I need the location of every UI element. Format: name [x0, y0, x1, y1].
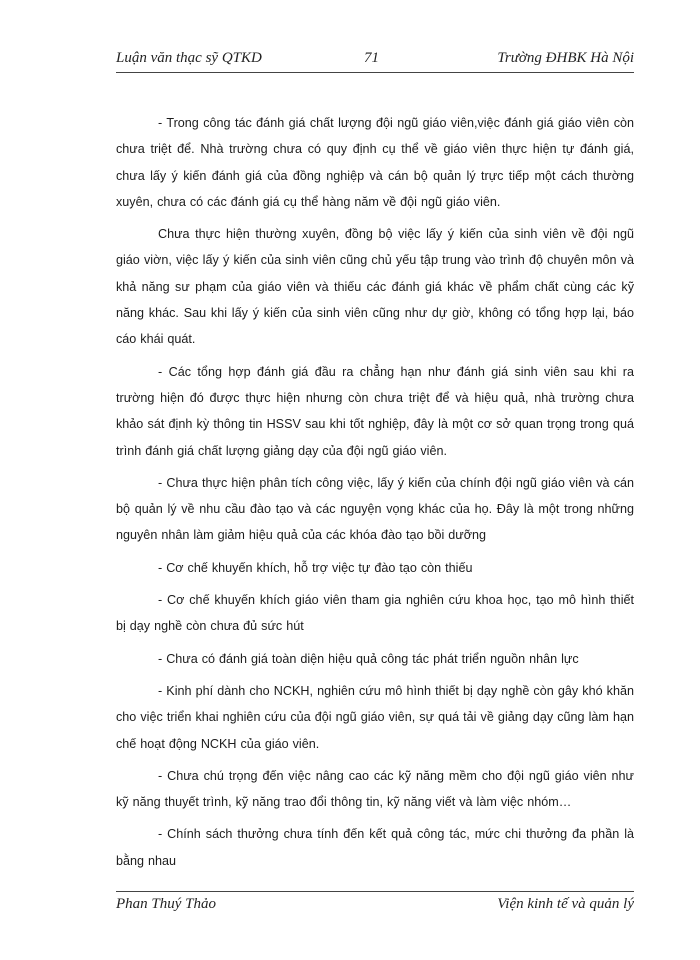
document-body: [116, 110, 634, 880]
paragraph: - Chính sách thưởng chưa tính đến kết quả công tác, mức chi thưởng đa phần là bằng nhau: [116, 827, 634, 868]
paragraph: Chưa thực hiện thường xuyên, đồng bộ việc lấy ý kiến của sinh viên về đội ngũ giáo viờn, việc lấy ý kiến của sinh viên cũng chủ yếu tập trung vào trình độ chuyên môn và khả năng sư phạm của giáo viên và thiếu các đánh giá khác về phẩm chất cùng các kỹ năng khác. Sau khi lấy ý kiến của sinh viên cũng như dự giờ, không có tổng hợp lại, báo cáo khái quát.: [116, 227, 634, 347]
header-divider: [116, 72, 634, 73]
paragraph: - Các tổng hợp đánh giá đầu ra chẳng hạn như đánh giá sinh viên sau khi ra trường hiện đó được thực hiện nhưng còn chưa triệt để và hiệu quả, nhà trường chưa khảo sát định kỳ thông tin HSSV sau khi tốt nghiệp, đây là một cơ sở quan trọng trong quá trình đánh giá chất lượng giảng dạy của đội ngũ giáo viên.: [116, 364, 634, 458]
paragraph: - Cơ chế khuyến khích, hỗ trợ việc tự đào tạo còn thiếu: [158, 560, 473, 575]
paragraph: - Chưa chú trọng đến việc nâng cao các kỹ năng mềm cho đội ngũ giáo viên như kỹ năng thuyết trình, kỹ năng trao đổi thông tin, kỹ năng viết và làm việc nhóm…: [116, 768, 634, 810]
footer-divider: [116, 891, 634, 892]
header-university: Trường ĐHBK Hà Nội: [497, 50, 634, 66]
page-header: [116, 50, 634, 68]
header-thesis-title: Luận văn thạc sỹ QTKD: [116, 50, 262, 66]
page-number: 71: [364, 50, 379, 66]
footer-institute: Viện kinh tế và quản lý: [497, 896, 634, 912]
paragraph: - Trong công tác đánh giá chất lượng đội ngũ giáo viên,việc đánh giá giáo viên còn chưa triệt để. Nhà trường chưa có quy định cụ thể về giáo viên thực hiện tự đánh giá, chưa lấy ý kiến đánh giá của đồng nghiệp và cán bộ quản lý trực tiếp một cách thường xuyên, chưa có các đánh giá cụ thể hàng năm về đội ngũ giáo viên.: [116, 116, 634, 209]
paragraph: - Chưa thực hiện phân tích công việc, lấy ý kiến của chính đội ngũ giáo viên và cán bộ quản lý về nhu cầu đào tạo và các nguyện vọng khác của họ. Đây là một trong những nguyên nhân làm giảm hiệu quả của các khóa đào tạo bồi dưỡng: [116, 475, 634, 543]
paragraph: - Kinh phí dành cho NCKH, nghiên cứu mô hình thiết bị dạy nghề còn gây khó khăn cho việc triển khai nghiên cứu của đội ngũ giáo viên, sự quá tải về giảng dạy cũng làm hạn chế hoạt động NCKH của giáo viên.: [116, 683, 634, 751]
page-footer: [116, 896, 634, 914]
footer-author: Phan Thuý Thảo: [116, 896, 217, 912]
paragraph: - Cơ chế khuyến khích giáo viên tham gia nghiên cứu khoa học, tạo mô hình thiết bị dạy nghề còn chưa đủ sức hút: [116, 593, 634, 634]
paragraph: - Chưa có đánh giá toàn diện hiệu quả công tác phát triển nguồn nhân lực: [158, 651, 579, 666]
